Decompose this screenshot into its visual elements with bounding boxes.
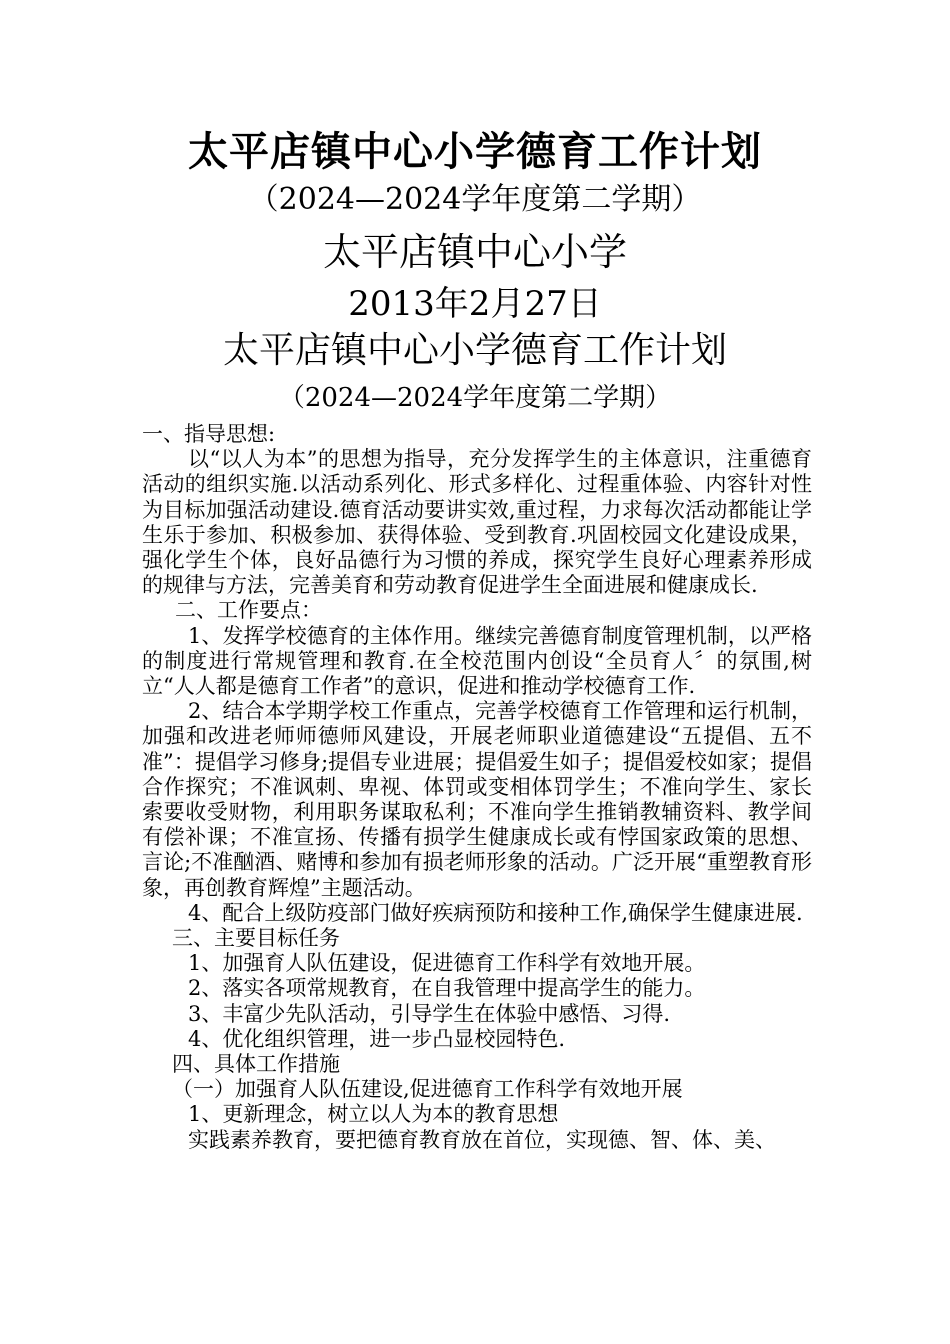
school-name: 太平店镇中心小学 (322, 230, 627, 274)
list-item: 4、优化组织管理，进一步凸显校园特色. (188, 1026, 566, 1051)
subsection-heading-team-building: （一）加强育人队伍建设,促进德育工作科学有效地开展 (172, 1077, 683, 1102)
paragraph-guiding-thought: 以“以人为本”的思想为指导，充分发挥学生的主体意识，注重德育活动的组织实施.以活动系列化、形式多样化、过程重体验、内容针对性为目标加强活动建设.德育活动要讲实效,重过程，力求每次活动都能让学生乐于参加、积极参加、获得体验、受到教育.巩固校园文化建设成果，强化学生个体，良好品德行为习惯的养成，探究学生良好心理素养形成的规律与方法，完善美育和劳动教育促进学生全面进展和健康成长. (142, 447, 812, 598)
paragraph-work-point-1: 1、发挥学校德育的主体作用。继续完善德育制度管理机制，以严格的制度进行常规管理和教育.在全校范围内创设“全员育人〞的氛围,树立“人人都是德育工作者”的意识，促进和推动学校德育工作. (142, 623, 812, 699)
document-subtitle: （2024—2024学年度第二学期） (248, 182, 702, 217)
document-body (142, 422, 812, 1153)
section-heading-work-points: 二、工作要点： (175, 598, 322, 623)
section-heading-measures: 四、具体工作措施 (172, 1052, 340, 1077)
document-subtitle-repeat: （2024—2024学年度第二学期） (278, 383, 672, 413)
list-item: 2、落实各项常规教育，在自我管理中提高学生的能力。 (188, 976, 706, 1001)
document-date: 2013年2月27日 (348, 284, 602, 324)
document-title: 太平店镇中心小学德育工作计划 (188, 129, 762, 175)
section-heading-main-goals: 三、主要目标任务 (172, 926, 340, 951)
paragraph-practice: 实践素养教育，要把德育教育放在首位，实现德、智、体、美、 (188, 1127, 776, 1152)
list-item: 1、加强育人队伍建设，促进德育工作科学有效地开展。 (188, 951, 706, 976)
section-heading-guiding-thought: 一、指导思想: (142, 422, 276, 446)
list-item: 1、更新理念，树立以人为本的教育思想 (188, 1102, 559, 1127)
document-title-repeat: 太平店镇中心小学德育工作计划 (222, 330, 727, 371)
paragraph-work-point-2: 2、结合本学期学校工作重点，完善学校德育工作管理和运行机制，加强和改进老师师德师风建设，开展老师职业道德建设“五提倡、五不准”：提倡学习修身;提倡专业进展；提倡爱生如子；提倡爱校如家；提倡合作探究；不准讽刺、卑视、体罚或变相体罚学生；不准向学生、家长索要收受财物，利用职务谋取私利；不准向学生推销教辅资料、教学间有偿补课；不准宣扬、传播有损学生健康成长或有悖国家政策的思想、言论;不准酗酒、赌博和参加有损老师形象的活动。广泛开展“重塑教育形象，再创教育辉煌”主题活动。 (142, 699, 812, 900)
list-item: 3、丰富少先队活动，引导学生在体验中感悟、习得. (188, 1001, 671, 1026)
paragraph-work-point-4: 4、配合上级防疫部门做好疾病预防和接种工作,确保学生健康进展. (188, 900, 803, 925)
